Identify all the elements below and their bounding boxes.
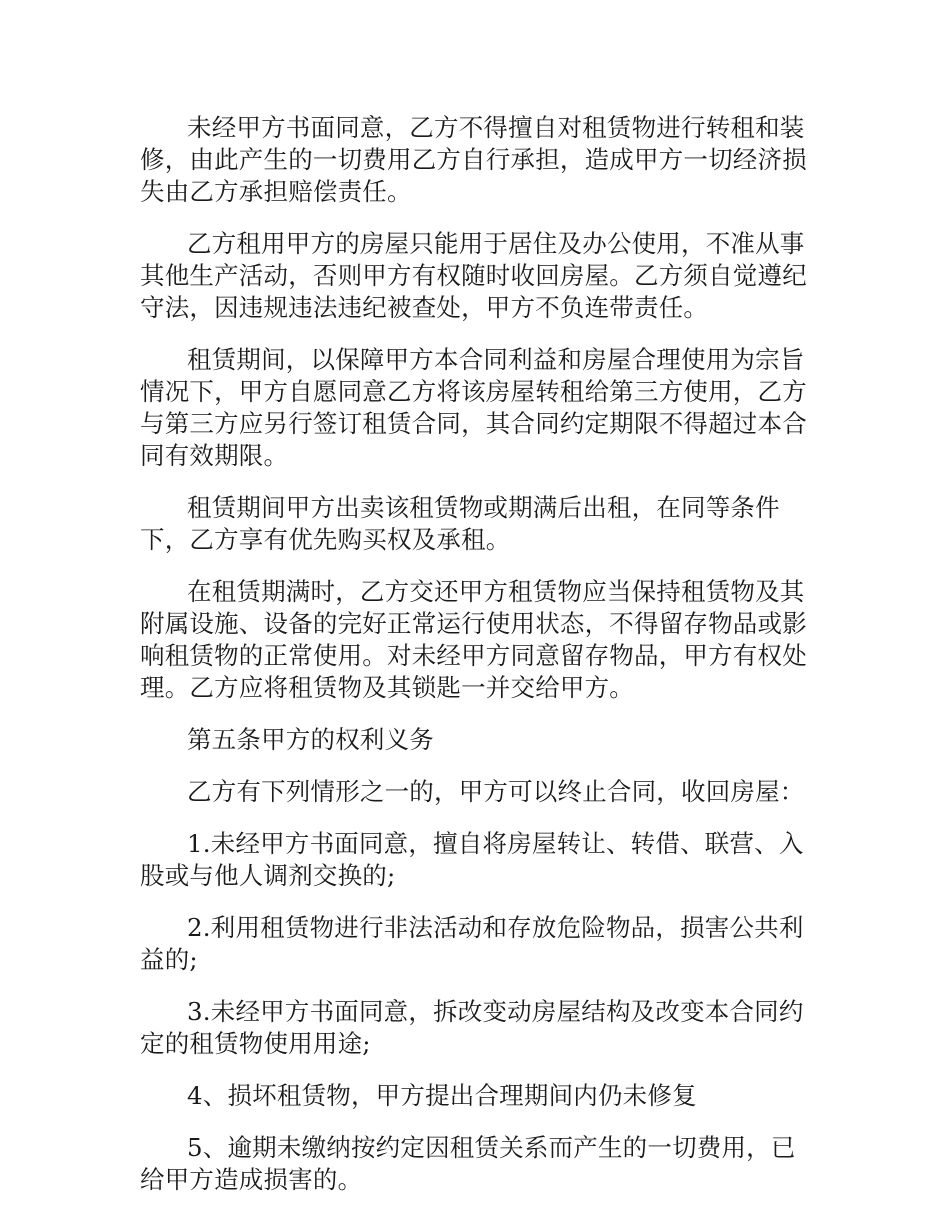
section-heading-article-5: 第五条甲方的权利义务 xyxy=(187,725,434,754)
list-item-5: 5、逾期未缴纳按约定因租赁关系而产生的一切费用，已给甲方造成损害的。 xyxy=(140,1133,796,1194)
document-page xyxy=(140,112,820,1216)
list-item-1: 1.未经甲方书面同意，擅自将房屋转让、转借、联营、入股或与他人调剂交换的; xyxy=(140,829,804,890)
list-item-3: 3.未经甲方书面同意，拆改变动房屋结构及改变本合同约定的租赁物使用用途; xyxy=(140,997,804,1058)
paragraph-sublease-renovation: 未经甲方书面同意，乙方不得擅自对租赁物进行转租和装修，由此产生的一切费用乙方自行承担，造成甲方一切经济损失由乙方承担赔偿责任。 xyxy=(140,113,807,206)
paragraph-third-party-sublease: 租赁期间，以保障甲方本合同利益和房屋合理使用为宗旨情况下，甲方自愿同意乙方将该房屋转租给第三方使用，乙方与第三方应另行签订租赁合同，其合同约定期限不得超过本合同有效期限。 xyxy=(140,345,807,470)
list-item-2: 2.利用租赁物进行非法活动和存放危险物品，损害公共利益的; xyxy=(140,913,804,974)
paragraph-termination-conditions: 乙方有下列情形之一的，甲方可以终止合同，收回房屋： xyxy=(187,777,805,806)
paragraph-usage-restriction: 乙方租用甲方的房屋只能用于居住及办公使用，不准从事其他生产活动，否则甲方有权随时收回房屋。乙方须自觉遵纪守法，因违规违法违纪被查处，甲方不负连带责任。 xyxy=(140,229,807,322)
paragraph-priority-purchase: 租赁期间甲方出卖该租赁物或期满后出租，在同等条件下，乙方享有优先购买权及承租。 xyxy=(140,493,780,554)
list-item-4: 4、损坏租赁物，甲方提出合理期间内仍未修复 xyxy=(187,1081,697,1110)
paragraph-return-property: 在租赁期满时，乙方交还甲方租赁物应当保持租赁物及其附属设施、设备的完好正常运行使用状态，不得留存物品或影响租赁物的正常使用。对未经甲方同意留存物品，甲方有权处理。乙方应将租赁物及其锁匙一并交给甲方。 xyxy=(140,577,807,702)
